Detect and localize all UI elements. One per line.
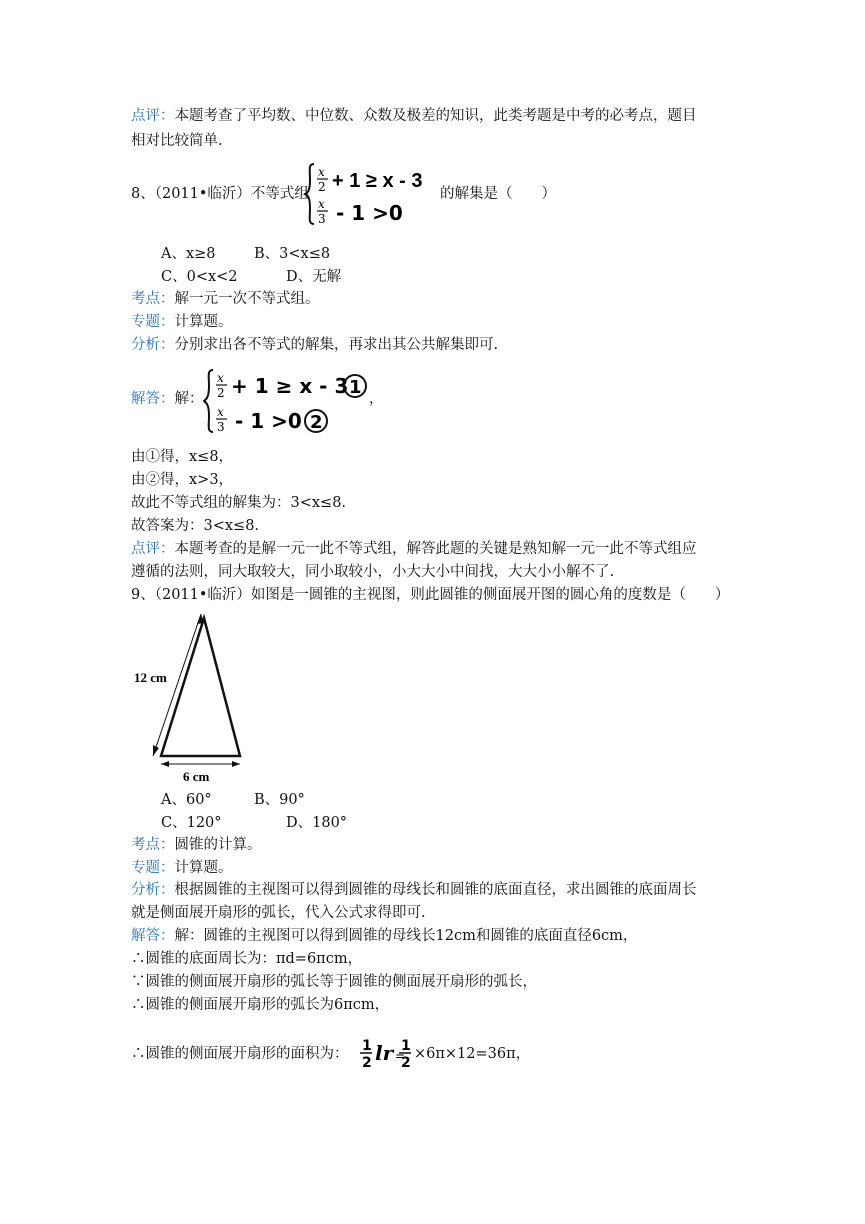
zhuanti-text: 计算题。	[174, 860, 233, 876]
q9-area-tail: ×6π×12=36π，	[414, 1046, 531, 1062]
half-den: 2	[362, 1055, 372, 1071]
kaodian-text: 解一元一次不等式组。	[174, 291, 320, 307]
fenxi-text: 分别求出各不等式的解集，再求出其公共解集即可.	[174, 337, 499, 353]
comment-label: 点评：	[131, 108, 175, 124]
q9-zhuanti	[131, 858, 233, 878]
jieda-label: 解答：	[131, 928, 175, 944]
zhuanti-label: 专题：	[131, 314, 175, 330]
lr-symbol: lr	[375, 1041, 394, 1065]
jieda-prefix: 解：	[174, 391, 204, 407]
frac1-den: 2	[318, 180, 326, 194]
cone-triangle	[161, 618, 240, 756]
q8-option-d: D、无解	[286, 269, 342, 285]
fenxi-label: 分析：	[131, 337, 175, 353]
q8-zhuanti	[131, 312, 233, 332]
q9-step-1: ∴圆锥的底面周长为：πd=6πcm，	[131, 951, 363, 967]
q8-stem-prefix: 8、（2011•临沂）不等式组	[131, 186, 309, 202]
q9-option-a: A、60°	[161, 792, 212, 808]
frac1-num: x	[318, 165, 325, 179]
q8-stem-suffix: 的解集是（ ）	[440, 186, 556, 202]
frac1-den: 2	[217, 386, 225, 400]
kaodian-label: 考点：	[131, 837, 175, 853]
fenxi-text: 根据圆锥的主视图可以得到圆锥的母线长和圆锥的底面直径，求出圆锥的底面周长	[174, 882, 697, 898]
comment-text: 本题考查了平均数、中位数、众数及极差的知识，此类考题是中考的必考点，题目	[174, 108, 697, 124]
frac1-num: x	[217, 371, 224, 385]
q8-step-1: 由①得，x≤8，	[131, 449, 234, 465]
brace	[204, 370, 213, 432]
q9-area-prefix: ∴圆锥的侧面展开扇形的面积为：	[131, 1046, 349, 1062]
half2-num: 1	[401, 1038, 411, 1054]
frac2-den: 3	[318, 212, 326, 226]
q9-step-2: ∵圆锥的侧面展开扇形的弧长等于圆锥的侧面展开扇形的弧长，	[131, 974, 537, 990]
zhuanti-label: 专题：	[131, 860, 175, 876]
q9-jieda	[131, 926, 637, 946]
q9-fenxi-line1	[131, 880, 697, 900]
eq1-rest: + 1 ≥ x - 3	[231, 374, 349, 398]
frac2-num: x	[217, 405, 224, 419]
q7-comment-line2: 相对比较简单.	[131, 133, 223, 149]
jieda-label: 解答：	[131, 391, 175, 407]
half2-den: 2	[401, 1055, 411, 1071]
base-label: 6 cm	[183, 769, 210, 784]
q7-comment-line1	[131, 106, 697, 126]
eq2-rest: - 1 >0	[235, 409, 302, 433]
q9-option-d: D、180°	[286, 815, 348, 831]
q8-step-3: 故此不等式组的解集为：3<x≤8.	[131, 495, 347, 511]
q8-inequality-system	[304, 160, 440, 228]
q9-kaodian	[131, 835, 262, 855]
q9-option-b: B、90°	[254, 792, 305, 808]
q8-jieda-suffix: ，	[369, 391, 384, 407]
slant-label: 12 cm	[134, 670, 167, 685]
q8-option-c: C、0<x<2	[161, 269, 238, 285]
q9-step-3: ∴圆锥的侧面展开扇形的弧长为6πcm，	[131, 997, 390, 1013]
zhuanti-text: 计算题。	[174, 314, 233, 330]
pingping-label: 点评：	[131, 541, 175, 557]
eq2-rest: - 1 >0	[336, 201, 403, 225]
q8-jieda	[131, 389, 204, 409]
q8-answer-system	[203, 366, 369, 438]
q8-step-2: 由②得，x>3，	[131, 472, 234, 488]
q8-option-b: B、3<x≤8	[254, 246, 331, 262]
mark-2: 2	[310, 412, 323, 433]
mark-1: 1	[349, 377, 362, 398]
q9-option-c: C、120°	[161, 815, 222, 831]
q9-fenxi-line2: 就是侧面展开扇形的弧长，代入公式求得即可.	[131, 905, 426, 921]
jieda-text: 解：圆锥的主视图可以得到圆锥的母线长12cm和圆锥的底面直径6cm，	[174, 928, 638, 944]
q8-fenxi	[131, 335, 498, 355]
brace	[305, 164, 314, 224]
base-arrow-left	[161, 761, 169, 767]
q8-step-4: 故答案为：3<x≤8.	[131, 518, 260, 534]
half-num: 1	[362, 1038, 372, 1054]
q9-stem: 9、（2011•临沂）如图是一圆锥的主视图，则此圆锥的侧面展开图的圆心角的度数是（ ）	[131, 587, 730, 603]
slant-dimension-line	[153, 614, 201, 756]
frac2-num: x	[318, 197, 325, 211]
frac2-den: 3	[217, 420, 225, 434]
q8-kaodian	[131, 289, 320, 309]
base-arrow-right	[232, 761, 240, 767]
cone-front-view-figure	[131, 608, 255, 788]
eq1-rest: + 1 ≥ x - 3	[332, 170, 423, 192]
pingping-text: 本题考查的是解一元一此不等式组，解答此题的关键是熟知解一元一此不等式组应	[174, 541, 697, 557]
q8-pingping-line1	[131, 539, 697, 559]
slant-arrow-bottom	[153, 745, 159, 756]
kaodian-label: 考点：	[131, 291, 175, 307]
equals-sign: =	[395, 1049, 406, 1063]
q8-option-a: A、x≥8	[161, 246, 216, 262]
q8-pingping-line2: 遵循的法则，同大取较大，同小取较小，小大大小中间找，大大小小解不了.	[131, 564, 615, 580]
kaodian-text: 圆锥的计算。	[174, 837, 262, 853]
fenxi-label: 分析：	[131, 882, 175, 898]
